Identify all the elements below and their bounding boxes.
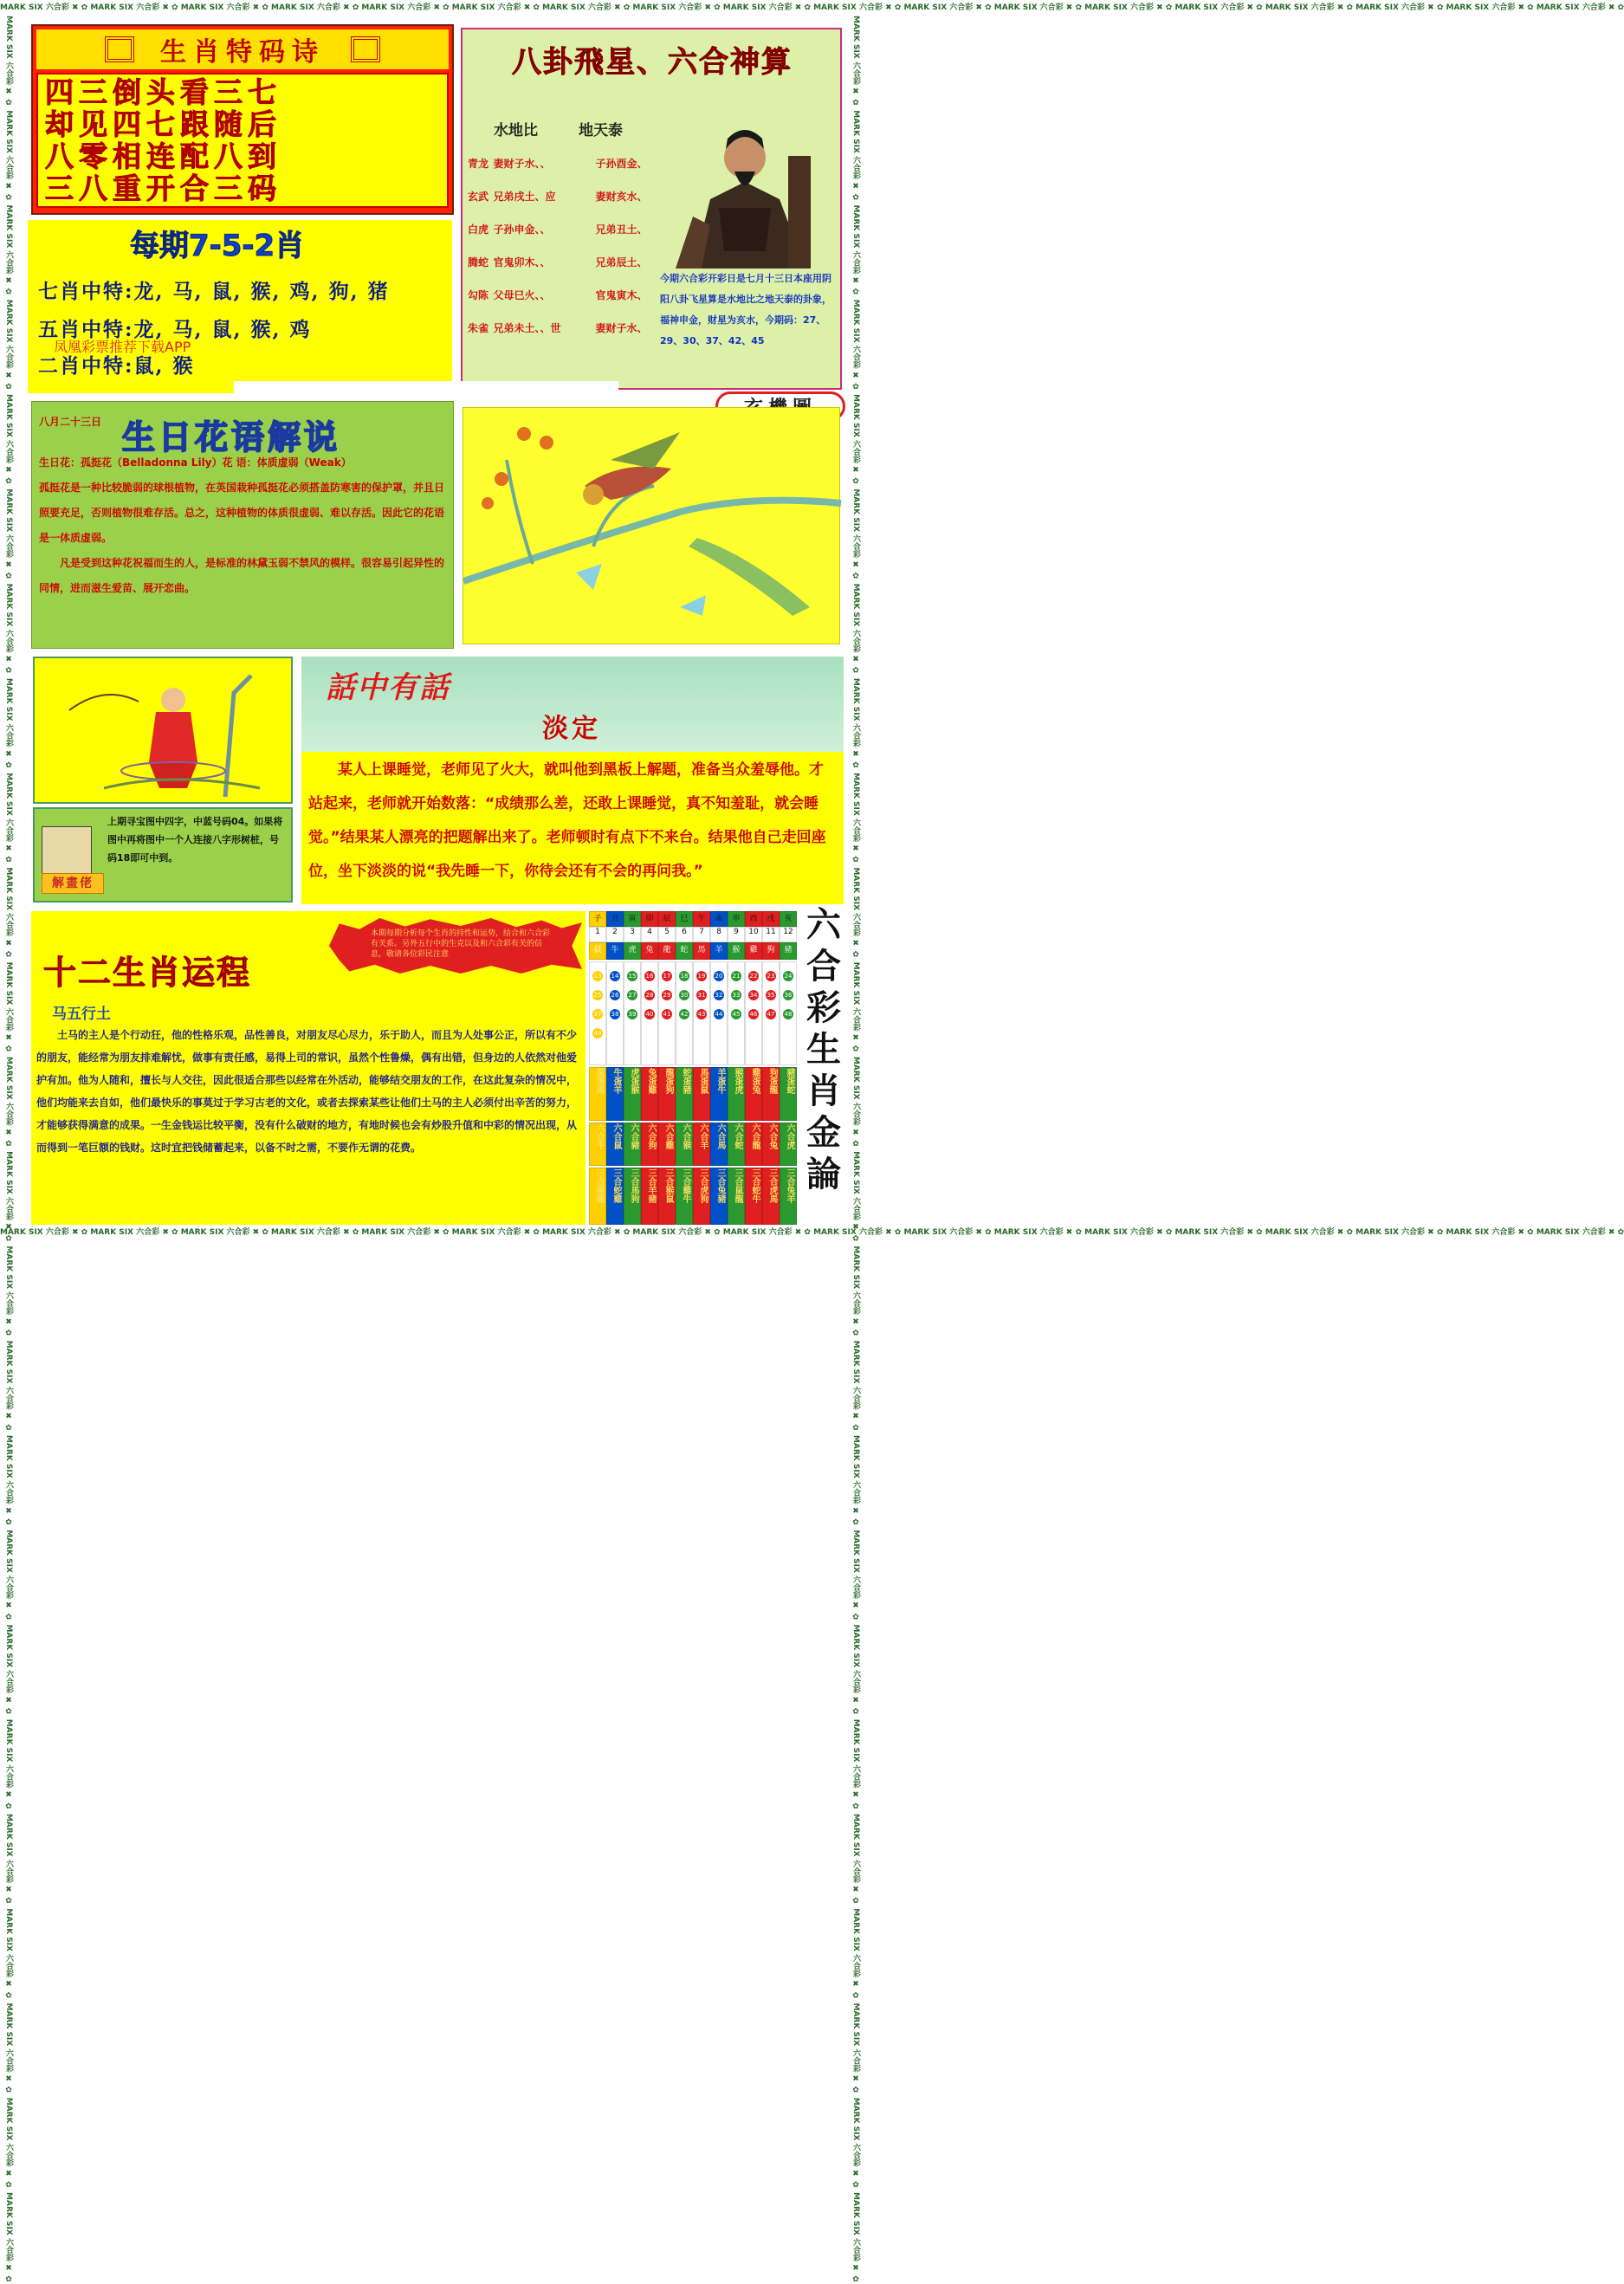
number-ball: 23 [767,973,775,980]
number-ball: 47 [767,1011,775,1018]
chart-number: 3 [624,927,641,942]
chart-pair-text: 龍蛋狗 [663,1068,673,1094]
chart-pair-text: 虎蛋猴 [629,1068,638,1094]
five-line: 五肖中特:龙, 马, 鼠, 猴, 鸡 [38,318,312,341]
number-ball: 33 [732,992,741,999]
number-ball: 40 [645,1011,654,1018]
chart-ball-cell [641,961,658,1065]
chart-ball-cell [710,961,728,1065]
chart-column [762,911,780,1225]
chart-sanhe-cell [676,1168,693,1225]
chart-pair-cell [745,1067,762,1121]
poem-title: 生肖特码诗 [160,37,325,68]
puzzle-text: 上期寻宝图中四字，中蓝号码04。如果将图中再将图中一个人连接八字形树桩，号码18即可中到。 [107,816,283,864]
bagua-rows [468,156,667,353]
chart-pair-text: 猴蛋虎 [733,1068,742,1094]
chart-pair-cell [710,1067,728,1121]
chart-liuhe-text: 六合牛 [594,1123,604,1149]
chart-sanhe-text: 三合馬狗 [629,1168,638,1203]
bagua-row [468,320,667,353]
poem-line: 三八重开合三码 [45,171,281,205]
chart-number: 9 [728,927,745,942]
number-ball: 28 [645,992,654,999]
chart-header: 子 [589,911,606,927]
chart-liuhe-cell [710,1123,728,1166]
bagua-title: 八卦飛星、六合神算 [512,45,793,80]
chart-liuhe-text: 六合豬 [629,1123,638,1149]
bagua-left: 兄弟未土、、世 [493,322,561,334]
chart-zodiac: 龍 [658,942,676,960]
chart-number: 11 [762,927,780,942]
chart-pair-cell [589,1067,606,1121]
chart-number: 8 [710,927,728,942]
bagua-right: 妻财亥水、 [595,191,648,203]
bagua-god: 青龙 [468,158,489,170]
number-ball: 42 [680,1011,689,1018]
chart-ball-cell [606,961,624,1065]
chart-zodiac: 蛇 [676,942,693,960]
chart-pair-cell [780,1067,797,1121]
chart-sanhe-cell [693,1168,710,1225]
chart-liuhe-text: 六合羊 [698,1123,708,1149]
chart-sanhe-text: 三合羊豬 [646,1168,656,1203]
bird-branch-icon [463,408,841,645]
chart-number: 10 [745,927,762,942]
number-ball: 34 [749,992,758,999]
poem-title-bar [36,29,449,69]
chart-sanhe-cell [745,1168,762,1225]
chart-liuhe-text: 六合兔 [767,1123,777,1149]
chart-pair-cell [606,1067,624,1121]
number-ball: 14 [611,973,619,980]
bagua-right: 子孙酉金、 [595,158,648,170]
number-ball: 37 [593,1011,602,1018]
chart-column [624,911,641,1225]
chart-column [693,911,710,1225]
chart-number: 12 [780,927,797,942]
gold-title-char: 合 [806,946,841,987]
chart-column [676,911,693,1225]
number-ball: 32 [715,992,723,999]
bagua-right: 妻财子水、 [595,322,648,334]
chart-pair-text: 鼠蛋馬 [594,1068,604,1094]
chart-pair-cell [676,1067,693,1121]
chart-ball-cell [780,961,797,1065]
number-ball: 20 [715,973,723,980]
bagua-row [468,156,667,189]
number-ball: 45 [732,1011,741,1018]
chart-header: 寅 [624,911,641,927]
chart-sanhe-text: 三合蛇牛 [750,1168,760,1203]
chart-header: 巳 [676,911,693,927]
sage-figure-icon [658,104,828,269]
chart-header: 未 [710,911,728,927]
gold-title-char: 金 [806,1112,841,1153]
chart-sanhe-text: 三合雞牛 [681,1168,690,1203]
bagua-row [468,288,667,320]
bagua-row [468,255,667,288]
chart-sanhe-cell [624,1168,641,1225]
chart-ball-cell [658,961,676,1065]
chart-column [780,911,797,1225]
chart-header: 亥 [780,911,797,927]
chart-sanhe-cell [780,1168,797,1225]
border-pattern: MARK SIX 六合彩 ✖ ✿ MARK SIX 六合彩 ✖ ✿ MARK SIX 六合彩 ✖ ✿ MARK SIX 六合彩 ✖ ✿ MARK SIX 六合彩 ✖ ✿ MARK SIX 六合彩 ✖ ✿ MARK SIX 六合彩 ✖ ✿ MARK SIX 六合彩 ✖ ✿ MARK SIX 六合彩 ✖ ✿ MARK SIX 六合彩 ✖ ✿ MARK SIX 六合彩 ✖ ✿ MARK SIX 六合彩 ✖ ✿ MARK SIX 六合彩 ✖ ✿ MARK SIX 六合彩 ✖ ✿ MARK SIX 六合彩 ✖ ✿ MARK SIX 六合彩 ✖ ✿ MARK SIX 六合彩 ✖ ✿ MARK SIX 六合彩 ✖ ✿ MARK SIX 六合彩 ✖ ✿ MARK SIX 六合彩 ✖ ✿ MARK SIX 六合彩 ✖ ✿ MARK SIX 六合彩 ✖ ✿ MARK SIX 六合彩 ✖ ✿ MARK SIX 六合彩 ✖ ✿ [4,16,13,2284]
poem-line: 四三倒头看三七 [45,75,281,109]
bird-illustration-panel [463,407,840,644]
number-ball: 25 [593,992,602,999]
chart-zodiac: 狗 [762,942,780,960]
bagua-left: 子孙申金、、 [493,223,551,236]
chart-pair-cell [728,1067,745,1121]
bagua-god: 玄武 [468,191,489,203]
chart-zodiac: 豬 [780,942,797,960]
chart-sanhe-text: 三合虎狗 [698,1168,708,1203]
gold-title-char: 肖 [806,1071,841,1111]
gold-theory-title [800,904,847,1195]
zodiac-fortune-panel [31,911,586,1225]
number-ball: 18 [680,973,689,980]
chart-pair-cell [762,1067,780,1121]
chart-column [606,911,624,1225]
gold-title-char: 生 [806,1029,841,1070]
chart-pair-text: 豬蛋蛇 [785,1068,794,1094]
chart-ball-cell [676,961,693,1065]
bagua-left: 妻财子水、、 [493,158,551,170]
right-border [847,16,864,2284]
chart-pair-text: 蛇蛋豬 [681,1068,690,1094]
boy-illustration-panel [33,657,293,804]
chart-zodiac: 牛 [606,942,624,960]
number-ball: 17 [663,973,671,980]
chart-column [658,911,676,1225]
gold-title-char: 彩 [806,987,841,1028]
joke-header [301,657,844,752]
number-ball: 29 [663,992,671,999]
chart-pair-cell [641,1067,658,1121]
chart-liuhe-text: 六合猴 [681,1123,690,1149]
chart-sanhe-text: 三合猴鼠 [663,1168,673,1203]
chart-sanhe-cell [728,1168,745,1225]
chart-liuhe-cell [676,1123,693,1166]
chart-header: 丑 [606,911,624,927]
number-ball: 46 [749,1011,758,1018]
chart-header: 戌 [762,911,780,927]
seven-line: 七肖中特:龙, 马, 鼠, 猴, 鸡, 狗, 猪 [38,280,390,303]
seven-title: 每期7-5-2肖 [130,229,305,263]
puzzle-panel [33,807,293,903]
chart-liuhe-text: 六合虎 [785,1123,794,1149]
fortune-subtitle: 马五行土 [52,1006,111,1023]
flower-date: 八月二十三日 [39,416,102,428]
zodiac-poem-panel [31,24,454,215]
square-ornament-icon [105,36,134,62]
fortune-title: 十二生肖运程 [43,953,252,992]
number-ball: 21 [732,973,741,980]
bagua-left: 兄弟戌土、应 [493,191,556,203]
gold-title-char: 六 [806,904,841,945]
chart-sanhe-cell [641,1168,658,1225]
zodiac-chart-table [589,911,797,1225]
bagua-row [468,189,667,222]
number-ball: 35 [767,992,775,999]
chart-liuhe-cell [658,1123,676,1166]
chart-ball-cell [728,961,745,1065]
chart-liuhe-text: 六合蛇 [733,1123,742,1149]
chart-ball-cell [693,961,710,1065]
joke-subtitle: 淡定 [542,714,601,744]
puzzle-tag: 解畫佬 [42,873,104,894]
chart-pair-text: 馬蛋鼠 [698,1068,708,1094]
chart-sanhe-cell [762,1168,780,1225]
top-border [0,0,1624,16]
chart-sanhe-cell [658,1168,676,1225]
chart-sanhe-text: 三合猴龍 [594,1168,604,1203]
chart-pair-cell [658,1067,676,1121]
chart-header: 午 [693,911,710,927]
chart-number: 4 [641,927,658,942]
number-ball: 19 [697,973,706,980]
notebook-icon [42,826,92,875]
border-pattern: MARK SIX 六合彩 ✖ ✿ MARK SIX 六合彩 ✖ ✿ MARK SIX 六合彩 ✖ ✿ MARK SIX 六合彩 ✖ ✿ MARK SIX 六合彩 ✖ ✿ MARK SIX 六合彩 ✖ ✿ MARK SIX 六合彩 ✖ ✿ MARK SIX 六合彩 ✖ ✿ MARK SIX 六合彩 ✖ ✿ MARK SIX 六合彩 ✖ ✿ MARK SIX 六合彩 ✖ ✿ MARK SIX 六合彩 ✖ ✿ MARK SIX 六合彩 ✖ ✿ MARK SIX 六合彩 ✖ ✿ MARK SIX 六合彩 ✖ ✿ MARK SIX 六合彩 ✖ ✿ MARK SIX 六合彩 ✖ ✿ MARK SIX 六合彩 ✖ ✿ [0,3,1624,12]
chart-grid [589,911,797,1225]
number-ball: 16 [645,973,654,980]
flower-text [39,450,450,601]
chart-ball-cell [745,961,762,1065]
chart-ball-cell [762,961,780,1065]
chart-sanhe-cell [710,1168,728,1225]
number-ball: 26 [611,992,619,999]
bagua-god: 白虎 [468,223,489,236]
chart-liuhe-text: 六合龍 [750,1123,760,1149]
chart-sanhe-text: 三合兔羊 [785,1168,794,1203]
chart-column [589,911,606,1225]
number-ball: 24 [784,973,793,980]
chart-sanhe-cell [606,1168,624,1225]
left-border [0,16,17,2284]
bagua-left: 父母巳火、、 [493,289,551,301]
chart-pair-text: 羊蛋牛 [715,1068,725,1094]
number-ball: 38 [611,1011,619,1018]
chart-header: 辰 [658,911,676,927]
number-ball: 49 [593,1030,602,1037]
chart-column [745,911,762,1225]
border-pattern: MARK SIX 六合彩 ✖ ✿ MARK SIX 六合彩 ✖ ✿ MARK SIX 六合彩 ✖ ✿ MARK SIX 六合彩 ✖ ✿ MARK SIX 六合彩 ✖ ✿ MARK SIX 六合彩 ✖ ✿ MARK SIX 六合彩 ✖ ✿ MARK SIX 六合彩 ✖ ✿ MARK SIX 六合彩 ✖ ✿ MARK SIX 六合彩 ✖ ✿ MARK SIX 六合彩 ✖ ✿ MARK SIX 六合彩 ✖ ✿ MARK SIX 六合彩 ✖ ✿ MARK SIX 六合彩 ✖ ✿ MARK SIX 六合彩 ✖ ✿ MARK SIX 六合彩 ✖ ✿ MARK SIX 六合彩 ✖ ✿ MARK SIX 六合彩 ✖ ✿ [0,1228,1624,1237]
chart-zodiac: 雞 [745,942,762,960]
bagua-right: 官鬼寅木、 [595,289,648,301]
hexagram-left: 水地比 [494,122,538,139]
two-line: 二肖中特:鼠, 猴 [38,354,195,378]
number-ball: 39 [628,1011,637,1018]
chart-ball-cell [589,961,606,1065]
chart-liuhe-cell [762,1123,780,1166]
bagua-god: 朱雀 [468,322,489,334]
bottom-border [0,1225,1624,1241]
joke-title: 話中有話 [326,670,450,705]
chart-header: 申 [728,911,745,927]
chart-sanhe-text: 三合虎馬 [767,1168,777,1203]
chart-pair-text: 雞蛋兔 [750,1068,760,1094]
bagua-row [468,222,667,255]
square-ornament-icon [351,36,380,62]
number-ball: 31 [697,992,706,999]
chart-zodiac: 猴 [728,942,745,960]
bagua-left: 官鬼卯木、、 [493,256,551,269]
chart-liuhe-cell [641,1123,658,1166]
number-ball: 27 [628,992,637,999]
chart-number: 1 [589,927,606,942]
chart-zodiac: 兔 [641,942,658,960]
chart-liuhe-cell [606,1123,624,1166]
gold-title-char: 論 [806,1154,841,1194]
bagua-right: 兄弟丑土、 [595,223,648,236]
birthday-flower-panel [31,401,454,649]
chart-pair-cell [624,1067,641,1121]
number-ball: 48 [784,1011,793,1018]
flower-line: 生日花：孤挺花（Belladonna Lily）花 语：体质虚弱（Weak） [39,456,352,469]
flower-paragraph: 孤挺花是一种比较脆弱的球根植物，在英国栽种孤挺花必须搭盖防寒害的保护罩，并且日照要充足，否则植物很难存活。总之，这种植物的体质很虚弱、难以存活。因此它的花语是一体质虚弱。 [39,482,445,544]
chart-liuhe-text: 六合雞 [663,1123,673,1149]
chart-liuhe-text: 六合狗 [646,1123,656,1149]
chart-pair-text: 狗蛋龍 [767,1068,777,1094]
chart-zodiac: 鼠 [589,942,606,960]
chart-liuhe-text: 六合鼠 [611,1123,621,1149]
hexagram-right: 地天泰 [579,122,623,139]
chart-zodiac: 虎 [624,942,641,960]
joke-panel [301,657,844,904]
chart-sanhe-text: 三合鼠龍 [733,1168,742,1203]
border-pattern: MARK SIX 六合彩 ✖ ✿ MARK SIX 六合彩 ✖ ✿ MARK SIX 六合彩 ✖ ✿ MARK SIX 六合彩 ✖ ✿ MARK SIX 六合彩 ✖ ✿ MARK SIX 六合彩 ✖ ✿ MARK SIX 六合彩 ✖ ✿ MARK SIX 六合彩 ✖ ✿ MARK SIX 六合彩 ✖ ✿ MARK SIX 六合彩 ✖ ✿ MARK SIX 六合彩 ✖ ✿ MARK SIX 六合彩 ✖ ✿ MARK SIX 六合彩 ✖ ✿ MARK SIX 六合彩 ✖ ✿ MARK SIX 六合彩 ✖ ✿ MARK SIX 六合彩 ✖ ✿ MARK SIX 六合彩 ✖ ✿ MARK SIX 六合彩 ✖ ✿ MARK SIX 六合彩 ✖ ✿ MARK SIX 六合彩 ✖ ✿ MARK SIX 六合彩 ✖ ✿ MARK SIX 六合彩 ✖ ✿ MARK SIX 六合彩 ✖ ✿ MARK SIX 六合彩 ✖ ✿ [851,16,860,2284]
chart-pair-text: 兔蛋雞 [646,1068,656,1094]
chart-sanhe-text: 三合兔豬 [715,1168,725,1203]
chart-liuhe-text: 六合馬 [715,1123,725,1149]
chart-zodiac: 羊 [710,942,728,960]
fortune-text: 土马的主人是个行动狂，他的性格乐观，品性善良，对朋友尽心尽力，乐于助人，而且为人处事公正，所以有不少的朋友，能经常为朋友排难解忧，做事有责任感，易得上司的常识，虽然个性鲁燥，偶有出错，但身边的人依然对他爱护有加。他为人随和，擅长与人交往，因此很适合那些以经常在外活动，能够结交朋友的工作，在这此复杂的情况中，他们均能来去自如，他们最快乐的事莫过于学习古老的文化，或者去探索某些让他们土马的主人必须付出辛苦的努力，才能够获得满意的成果。一生金钱运比较平衡，没有什么破财的地方，有地时候也会有炒股升值和中彩的情况出现，从而得到一笔巨额的钱财。这时宜把钱储蓄起来，以备不时之需，不要作无谓的花费。 [36,1029,578,1154]
chart-liuhe-cell [780,1123,797,1166]
number-ball: 22 [749,973,758,980]
chart-sanhe-cell [589,1168,606,1225]
poem-line: 八零相连配八到 [45,139,281,173]
chart-zodiac: 馬 [693,942,710,960]
chart-header: 卯 [641,911,658,927]
boy-figure-icon [35,658,291,802]
chart-liuhe-cell [624,1123,641,1166]
bagua-panel [461,28,842,390]
number-ball: 36 [784,992,793,999]
flower-title: 生日花语解说 [122,417,341,456]
chart-liuhe-cell [745,1123,762,1166]
chart-number: 2 [606,927,624,942]
poem-line: 却见四七跟随后 [45,107,281,141]
joke-text: 某人上课睡觉，老师见了火大，就叫他到黑板上解题，准备当众羞辱他。才站起来，老师就开始数落：“成绩那么差，还敢上课睡觉，真不知羞耻，就会睡觉。”结果某人漂亮的把题解出来了。老师顿时有点下不来台。结果他自己走回座位，坐下淡淡的说“我先睡一下，你待会还有不会的再问我。” [308,761,826,880]
chart-liuhe-cell [589,1123,606,1166]
chart-liuhe-cell [693,1123,710,1166]
chart-number: 6 [676,927,693,942]
chart-number: 7 [693,927,710,942]
chart-header: 酉 [745,911,762,927]
number-ball: 13 [593,973,602,980]
chart-column [641,911,658,1225]
chart-liuhe-cell [728,1123,745,1166]
number-ball: 41 [663,1011,671,1018]
seven-five-two-panel [28,220,452,393]
bagua-right: 兄弟辰土、 [595,256,648,269]
chart-pair-text: 牛蛋羊 [611,1068,621,1094]
number-ball: 44 [715,1011,723,1018]
chart-ball-cell [624,961,641,1065]
bagua-description: 今期六合彩开彩日是七月十三日本座用阴阳八卦飞星算是水地比之地天泰的卦象，福神申金，财星为亥水，今期码：27、29、30、37、42、45 [660,273,831,346]
flower-paragraph: 凡是受到这种花祝福而生的人，是标准的林黛玉弱不禁风的模样。很容易引起异性的同情，进而滋生爱苗、展开恋曲。 [39,557,445,594]
bagua-god: 腾蛇 [468,256,489,269]
fortune-banner-text: 本期每期分析每个生肖的持性和运势，结合和六合彩有关系。另外五行中的生克以及和六合彩有关的信息，敬请各位彩民注意 [371,929,551,959]
poem-body [36,73,449,208]
bagua-god: 勾陈 [468,289,489,301]
number-ball: 30 [680,992,689,999]
chart-column [710,911,728,1225]
number-ball: 43 [697,1011,706,1018]
chart-pair-cell [693,1067,710,1121]
chart-sanhe-text: 三合蛇雞 [611,1168,621,1203]
chart-number: 5 [658,927,676,942]
watermark-text: 凤凰彩票推荐下载APP [54,339,191,355]
chart-column [728,911,745,1225]
number-ball: 15 [628,973,637,980]
